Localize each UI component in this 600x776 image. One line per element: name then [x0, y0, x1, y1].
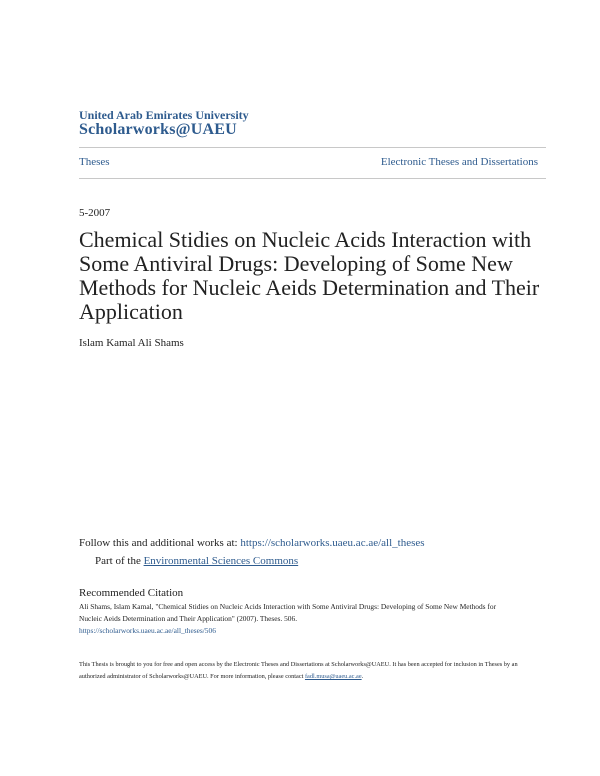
citation-heading: Recommended Citation [79, 587, 184, 599]
repository-name[interactable]: Scholarworks@UAEU [79, 121, 237, 138]
citation-url-link[interactable]: https://scholarworks.uaeu.ac.ae/all_theses/506 [79, 626, 216, 635]
follow-prefix: Follow this and additional works at: [79, 537, 241, 549]
footer-text: This Thesis is brought to you for free and open access by the Electronic Theses and Dissertations at Scholarworks@UAEU. It has been accepted for inclusion in Theses by an authorized administrator of Scholarworks@UAEU. For more information, please contact [79, 661, 518, 680]
university-name: United Arab Emirates University [79, 108, 249, 122]
citation-text: Ali Shams, Islam Kamal, "Chemical Stidies on Nucleic Acids Interaction with Some Antiviral Drugs: Developing of Some New Methods for Nucleic Aeids Determination and Their Application" (2007). Theses. 506. [79, 602, 497, 623]
theses-link[interactable]: Theses [79, 156, 110, 168]
follow-line [79, 537, 425, 549]
citation-block [79, 601, 519, 637]
etd-collection-link[interactable]: Electronic Theses and Dissertations [380, 156, 538, 168]
bottom-divider [79, 178, 546, 179]
footer-notice [79, 659, 529, 683]
top-divider [79, 147, 546, 148]
partof-prefix: Part of the [95, 555, 144, 567]
author-name: Islam Kamal Ali Shams [79, 337, 184, 349]
publication-date: 5-2007 [79, 207, 111, 219]
follow-url-link[interactable]: https://scholarworks.uaeu.ac.ae/all_theses [240, 537, 425, 549]
footer-suffix: . [361, 673, 364, 680]
environmental-sciences-link[interactable]: Environmental Sciences Commons [143, 555, 299, 567]
document-title: Chemical Stidies on Nucleic Acids Interaction with Some Antiviral Drugs: Developing of Some New Methods for Nucleic Aeids Determination and Their Application [79, 227, 540, 324]
part-of-line [95, 555, 298, 567]
contact-email-link[interactable]: fadl.musa@uaeu.ac.ae [304, 673, 362, 680]
